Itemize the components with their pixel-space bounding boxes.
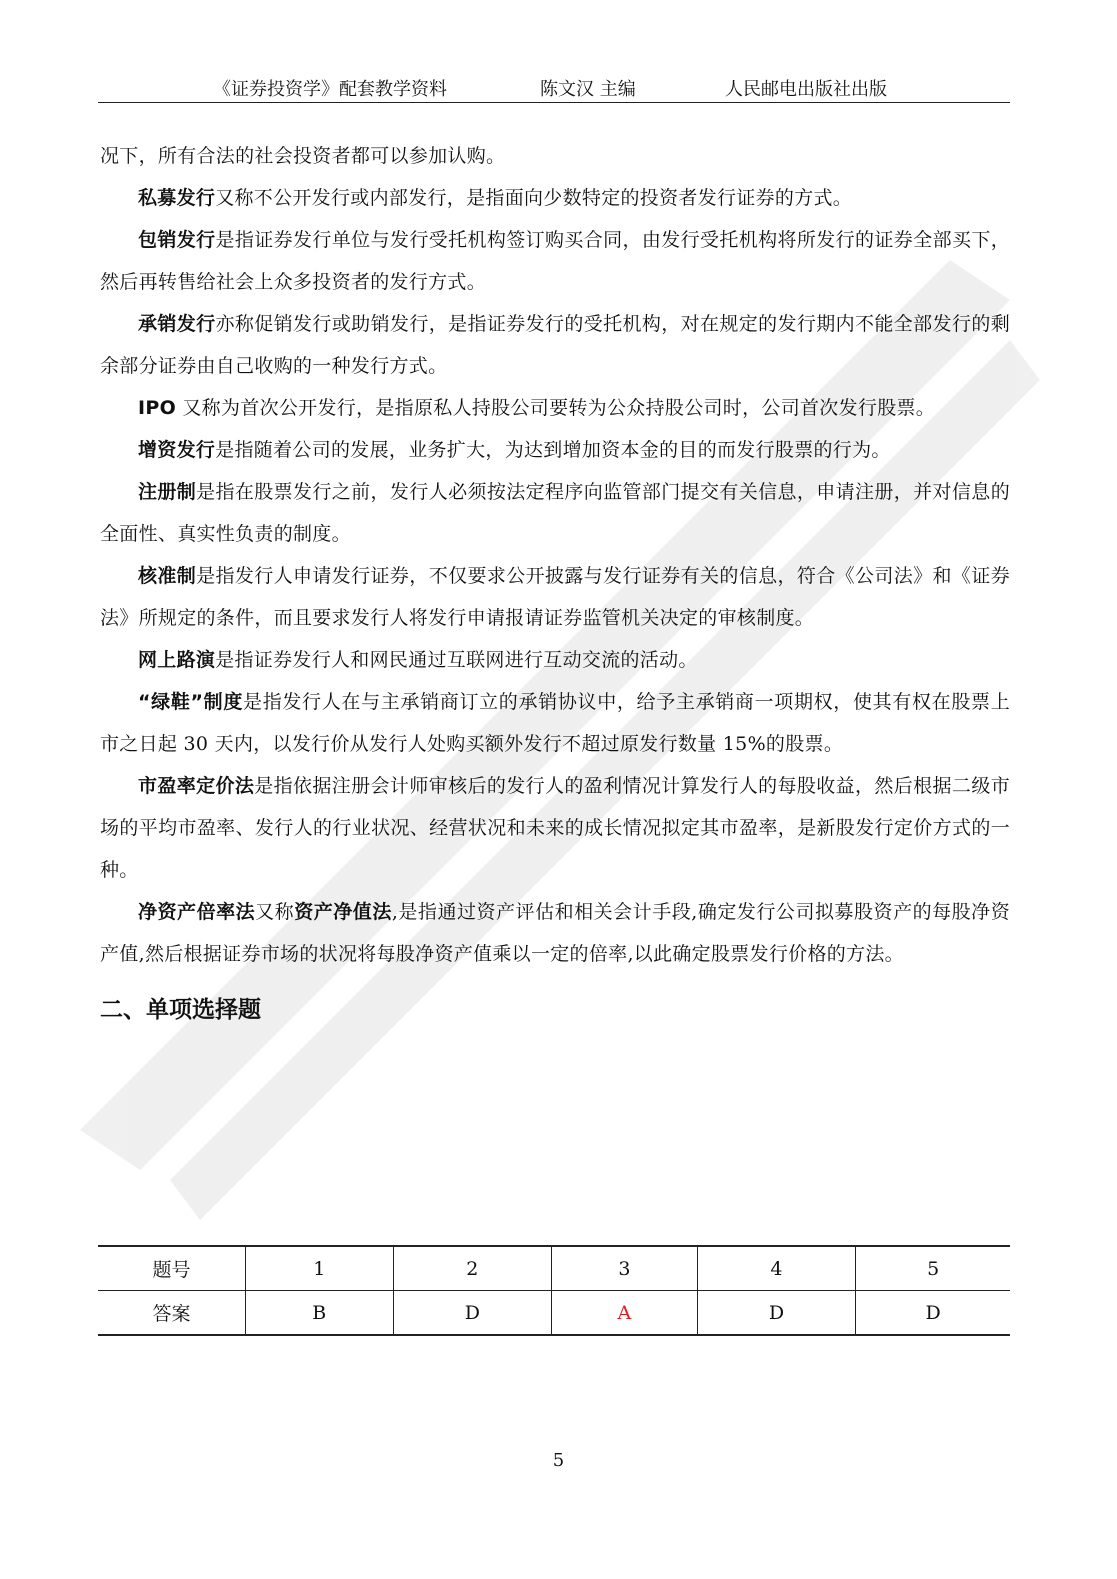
answer-cell: B	[246, 1291, 394, 1336]
paragraph	[100, 429, 1010, 471]
header-book-title: 《证券投资学》配套教学资料	[213, 79, 447, 100]
term: 资产净值法	[294, 901, 392, 923]
paragraph	[100, 471, 1010, 555]
paragraph-text: 是指在股票发行之前，发行人必须按法定程序向监管部门提交有关信息，申请注册，并对信息的全面性、真实性负责的制度。	[100, 481, 1010, 545]
paragraph-text: 是指证券发行人和网民通过互联网进行互动交流的活动。	[215, 649, 698, 671]
row-label: 题号	[98, 1246, 246, 1291]
question-number: 2	[393, 1246, 552, 1291]
paragraph-text: 是指证券发行单位与发行受托机构签订购买合同，由发行受托机构将所发行的证券全部买下，然后再转售给社会上众多投资者的发行方式。	[100, 229, 1011, 293]
paragraph-text: 是指发行人申请发行证券，不仅要求公开披露与发行证券有关的信息，符合《公司法》和《证券法》所规定的条件，而且要求发行人将发行申请报请证券监管机关决定的审核制度。	[100, 565, 1010, 629]
paragraph-text: 是指依据注册会计师审核后的发行人的盈利情况计算发行人的每股收益，然后根据二级市场的平均市盈率、发行人的行业状况、经营状况和未来的成长情况拟定其市盈率，是新股发行定价方式的一种。	[100, 775, 1010, 881]
table-row	[98, 1246, 1010, 1291]
term: 承销发行	[138, 313, 216, 335]
paragraph-text: ,是指通过资产评估和相关会计手段,确定发行公司拟募股资产的每股净资产值,然后根据证券市场的状况将每股净资产值乘以一定的倍率,以此确定股票发行价格的方法。	[100, 901, 1010, 965]
question-number: 1	[246, 1246, 394, 1291]
term: 注册制	[138, 481, 197, 503]
answer-cell: D	[697, 1291, 856, 1336]
paragraph-text: 又称不公开发行或内部发行，是指面向少数特定的投资者发行证券的方式。	[215, 187, 853, 209]
paragraph-text: 是指发行人在与主承销商订立的承销协议中，给予主承销商一项期权，使其有权在股票上市之日起 30 天内，以发行价从发行人处购买额外发行不超过原发行数量 15%的股票。	[100, 691, 1010, 755]
paragraph	[100, 135, 1010, 177]
answer-cell: D	[856, 1291, 1010, 1336]
page-number: 5	[552, 1450, 565, 1471]
paragraph-text: 是指随着公司的发展，业务扩大，为达到增加资本金的目的而发行股票的行为。	[215, 439, 891, 461]
paragraph	[100, 555, 1010, 639]
question-number: 3	[552, 1246, 698, 1291]
main-content	[100, 135, 1010, 1035]
term: 净资产倍率法	[138, 901, 256, 923]
paragraph-text: 又称为首次公开发行，是指原私人持股公司要转为公众持股公司时，公司首次发行股票。	[176, 397, 936, 419]
paragraph	[100, 891, 1010, 975]
term: 私募发行	[138, 187, 216, 209]
paragraph	[100, 387, 1010, 429]
term: 包销发行	[138, 229, 216, 251]
paragraph-text: 亦称促销发行或助销发行，是指证券发行的受托机构，对在规定的发行期内不能全部发行的剩余部分证券由自己收购的一种发行方式。	[100, 313, 1011, 377]
question-number: 5	[856, 1246, 1010, 1291]
page-header	[98, 72, 1010, 103]
term: 市盈率定价法	[138, 775, 255, 797]
answer-cell: A	[552, 1291, 698, 1336]
term: “绿鞋”制度	[138, 691, 244, 713]
term: 增资发行	[138, 439, 216, 461]
paragraph	[100, 303, 1010, 387]
term: 核准制	[138, 565, 197, 587]
paragraph	[100, 177, 1010, 219]
row-label: 答案	[98, 1291, 246, 1336]
paragraph	[100, 219, 1010, 303]
header-publisher: 人民邮电出版社出版	[725, 79, 887, 100]
term: IPO	[138, 397, 177, 419]
paragraph	[100, 639, 1010, 681]
paragraph-text: 况下，所有合法的社会投资者都可以参加认购。	[100, 145, 506, 167]
table-row	[98, 1291, 1010, 1336]
paragraph	[100, 681, 1010, 765]
question-number: 4	[697, 1246, 856, 1291]
answer-table	[98, 1245, 1010, 1336]
paragraph	[100, 765, 1010, 891]
term: 网上路演	[138, 649, 216, 671]
paragraph-text: 又称	[255, 901, 295, 923]
section-title: 二、单项选择题	[100, 997, 261, 1023]
answer-cell: D	[393, 1291, 552, 1336]
header-editor: 陈文汉 主编	[540, 79, 636, 100]
